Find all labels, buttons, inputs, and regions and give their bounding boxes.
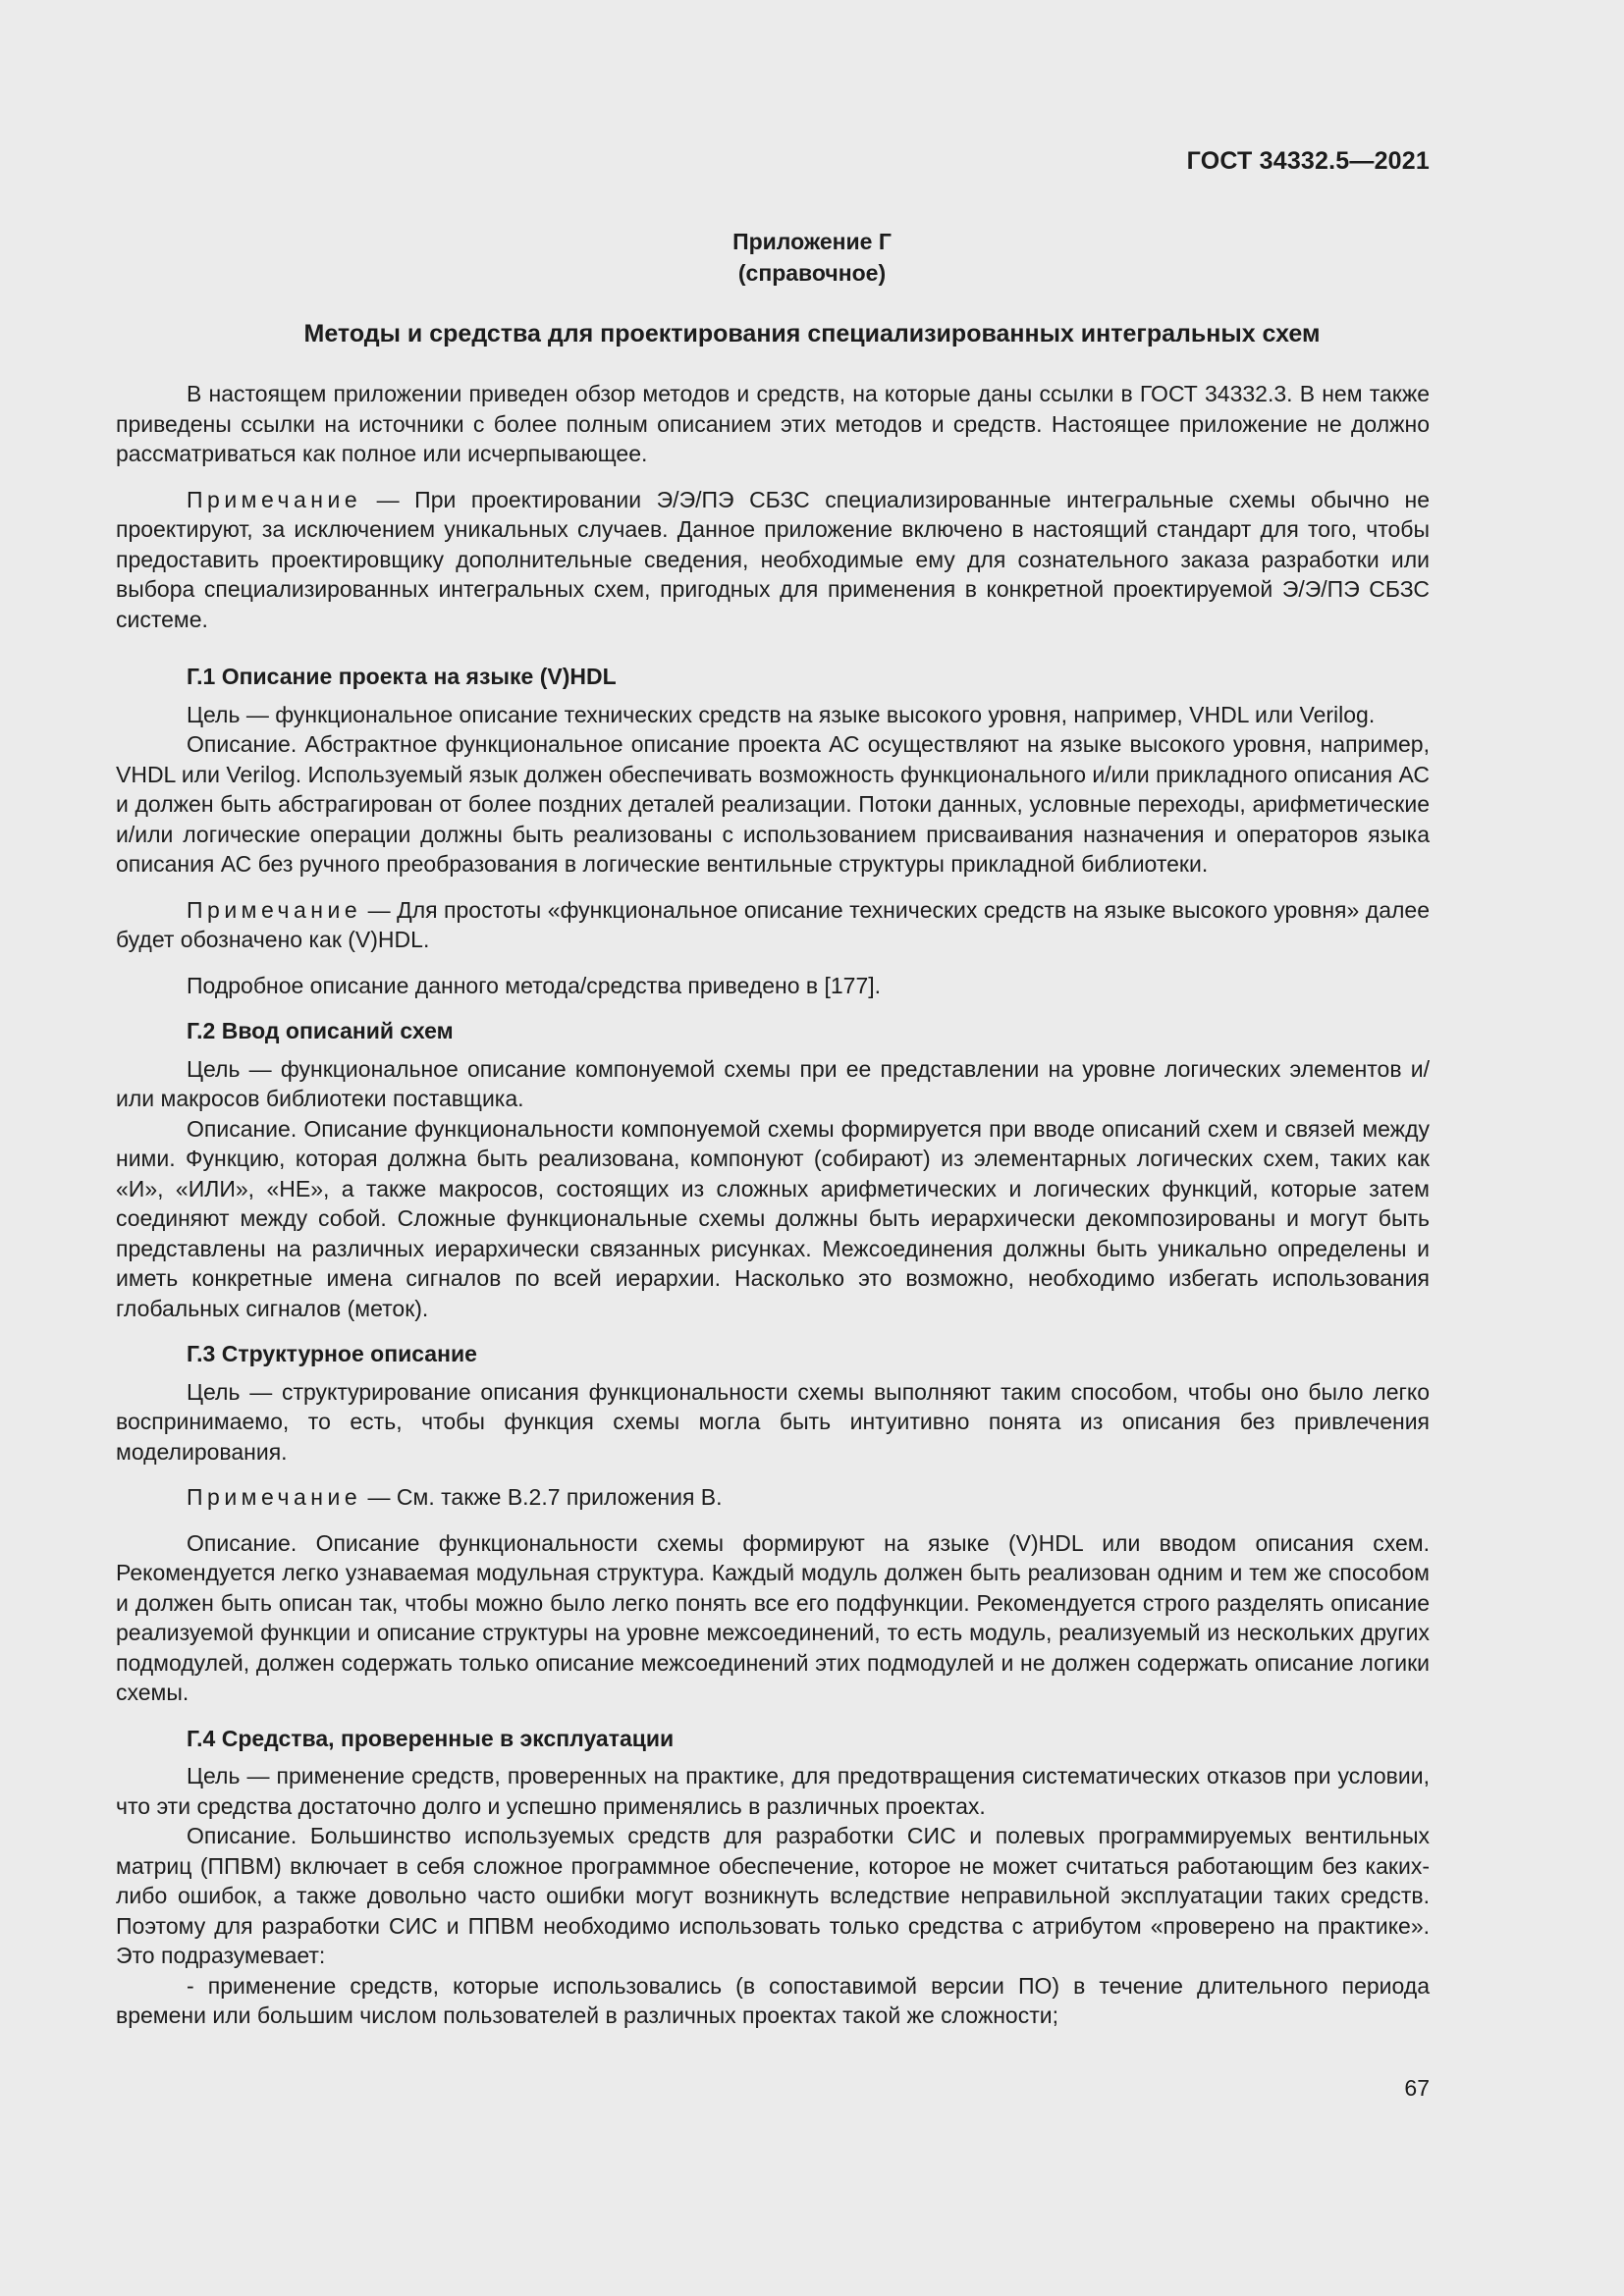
note-label: Примечание xyxy=(187,896,362,923)
appendix-subtitle: (справочное) xyxy=(737,260,887,286)
g1-description: Описание. Абстрактное функциональное описание проекта АС осуществляют на языке высокого уровня, например, VHDL или Verilog. Используемый язык должен обеспечивать возможность функционального и/или прикладного описания АС и должен быть абстрагирован от более поздних деталей реализации. Потоки данных, условные переходы, арифметические и/или логические операции должны быть реализованы с использованием присваивания назначения и операторов языка описания АС без ручного преобразования в логические вентильные структуры прикладной библиотеки. xyxy=(116,731,1430,877)
intro-note xyxy=(116,485,1430,635)
note-text: — См. также В.2.7 приложения В. xyxy=(361,1484,723,1510)
intro-paragraph: В настоящем приложении приведен обзор методов и средств, на которые даны ссылки в ГОСТ 34332.3. В нем также приведены ссылки на источники с более полным описанием этих методов и средств. Настоящее приложение не должно рассматриваться как полное или исчерпывающее. xyxy=(116,381,1430,466)
g1-reference: Подробное описание данного метода/средства приведено в [177]. xyxy=(187,972,882,998)
g2-description: Описание. Описание функциональности компонуемой схемы формируется при вводе описаний схем и связей между ними. Функцию, которая должна быть реализована, компонуют (собирают) из элементарных логических схем, таких как «И», «ИЛИ», «НЕ», а также макросов, состоящих из сложных арифметических и логических функций, которые затем соединяют между собой. Сложные функциональные схемы должны быть иерархически декомпозированы и могут быть представлены на различных иерархически связанных рисунках. Межсоединения должны быть уникально определены и иметь конкретные имена сигналов по всей иерархии. Насколько это возможно, необходимо избегать использования глобальных сигналов (меток). xyxy=(116,1115,1430,1321)
body-text xyxy=(116,379,1430,2031)
g1-goal: Цель — функциональное описание технических средств на языке высокого уровня, например, VHDL или Verilog. xyxy=(187,701,1376,727)
g2-goal: Цель — функциональное описание компонуемой схемы при ее представлении на уровне логических элементов и/или макросов библиотеки поставщика. xyxy=(116,1055,1430,1111)
section-heading-g3: Г.3 Структурное описание xyxy=(187,1341,477,1366)
g4-description: Описание. Большинство используемых средств для разработки СИС и полевых программируемых вентильных матриц (ППВМ) включает в себя сложное программное обеспечение, которое не может считаться работающим без каких-либо ошибок, а также довольно часто ошибки могут возникнуть вследствие неправильной эксплуатации таких средств. Поэтому для разработки СИС и ППВМ необходимо использовать только средства с атрибутом «проверено на практике». Это подразумевает: xyxy=(116,1823,1430,1968)
note-label: Примечание xyxy=(187,486,362,512)
section-heading-g4: Г.4 Средства, проверенные в эксплуатации xyxy=(187,1725,675,1751)
g3-note xyxy=(116,1482,1430,1513)
page-number: 67 xyxy=(1404,2075,1430,2101)
note-text: — При проектировании Э/Э/ПЭ СБЗС специализированные интегральные схемы обычно не проектируют, за исключением уникальных случаев. Данное приложение включено в настоящий стандарт для того, чтобы предоставить проектировщику дополнительные сведения, необходимые ему для сознательного заказа разработки или выбора специализированных интегральных схем, пригодных для применения в конкретной проектируемой Э/Э/ПЭ СБЗС системе. xyxy=(116,486,1430,632)
note-label: Примечание xyxy=(187,1484,362,1510)
section-heading-g1: Г.1 Описание проекта на языке (V)HDL xyxy=(187,664,617,689)
note-text: — Для простоты «функциональное описание технических средств на языке высокого уровня» далее будет обозначено как (V)HDL. xyxy=(116,896,1430,952)
document-title: Методы и средства для проектирования специализированных интегральных схем xyxy=(303,320,1321,347)
g3-goal: Цель — структурирование описания функциональности схемы выполняют таким способом, чтобы оно было легко воспринимаемо, то есть, чтобы функция схемы могла быть интуитивно понята из описания без привлечения моделирования. xyxy=(116,1378,1430,1465)
g3-description: Описание. Описание функциональности схемы формируют на языке (V)HDL или вводом описания схем. Рекомендуется легко узнаваемая модульная структура. Каждый модуль должен быть реализован одним и тем же способом и должен быть описан так, чтобы можно было легко понять все его подфункции. Рекомендуется строго разделять описание реализуемой функции и описание структуры на уровне межсоединений, то есть модуль, реализуемый из нескольких других подмодулей, должен содержать только описание межсоединений этих подмодулей и не должен содержать описание логики схемы. xyxy=(116,1529,1430,1705)
appendix-title: Приложение Г xyxy=(732,229,892,254)
appendix-heading xyxy=(0,226,1624,289)
g4-list-item: - применение средств, которые использовались (в сопоставимой версии ПО) в течение длительного периода времени или большим числом пользователей в различных проектах такой же сложности; xyxy=(116,1972,1430,2028)
g4-goal: Цель — применение средств, проверенных на практике, для предотвращения систематических отказов при условии, что эти средства достаточно долго и успешно применялись в различных проектах. xyxy=(116,1763,1430,1819)
g1-note xyxy=(116,895,1430,955)
standard-code: ГОСТ 34332.5—2021 xyxy=(1186,147,1430,175)
section-heading-g2: Г.2 Ввод описаний схем xyxy=(187,1018,454,1043)
